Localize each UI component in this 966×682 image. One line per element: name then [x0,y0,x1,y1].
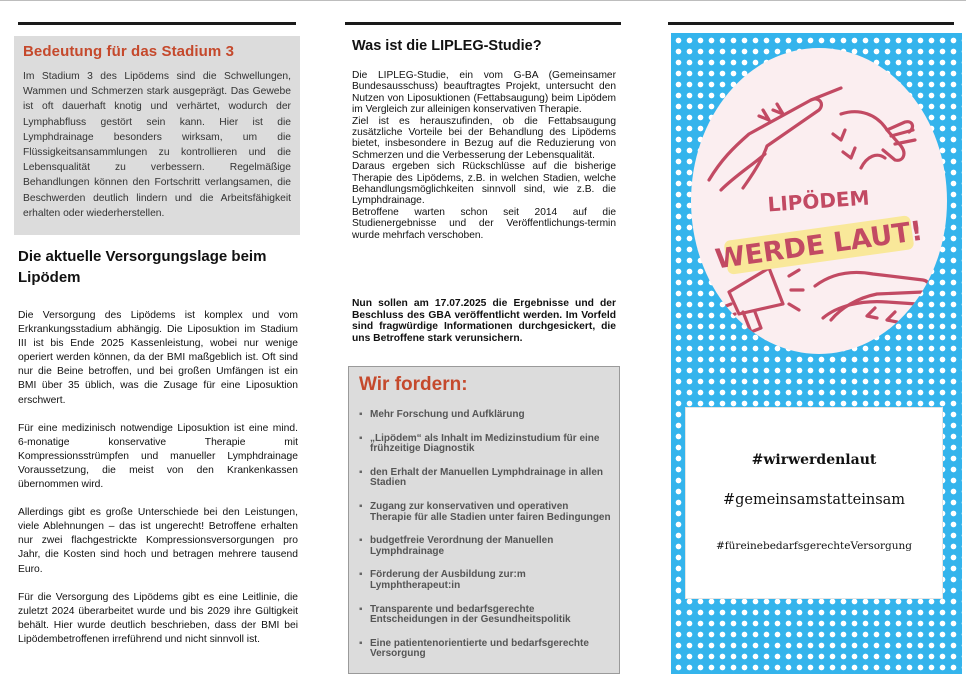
hashtag-2: #gemeinsamstatteinsam [722,492,906,508]
demand-item [359,468,611,489]
arm-hand-icon [833,112,915,168]
demand-item [359,570,611,591]
bullet-icon: ▪ [359,535,363,547]
care-paragraph: Für eine medizinisch notwendige Liposuktion ist eine mind. 6-monatige konservative Therapie mit Kompressionsstrümpfen und manueller Lymphdrainage Voraussetzung, die meist von den Krankenkassen übernommen wird. [18,422,298,491]
care-paragraph: Allerdings gibt es große Unterschiede bei den Leistungen, viele Ablehnungen – das ist ungerecht! Betroffene erhalten nur zwei flachgestrickte Kompressionsversorgungen pro Jahr, die Kosten sind hoch und betragen mehrere tausend Euro. [18,507,298,575]
stage3-text: Im Stadium 3 des Lipödems sind die Schwellungen, Wammen und Schmerzen stark ausgeprägt. Das Gewebe ist oft dauerhaft knotig und verhärtet, wodurch der Lymphabfluss gestört sein kann. Hier ist die Lymphdrainage besonders wirksam, um die Flüssigkeitsansammlungen zu kontrollieren und die Lebensqualität zu verbessern. Regelmäßige Behandlungen können den Fortschritt verlangsamen, die Beschwerden deutlich lindern und die Arbeitsfähigkeit erhalten oder wiederherstellen. [23,71,291,219]
campaign-logo-illustration [691,48,947,354]
campaign-logo-badge [691,48,947,354]
demand-item [359,536,611,557]
lipleg-paragraph: Ziel ist es herauszufinden, ob die Fettabsaugung zusätzliche Vorteile bei der Behandlung des Lipödems bietet, insbesondere in Bezug auf die Reduzierung von Schmerzen und die Verbesserung der Lebensqualität. [352,115,616,161]
stage3-heading: Bedeutung für das Stadium 3 [23,43,235,60]
care-situation-heading: Die aktuelle Versorgungslage beim Lipödem [18,248,267,286]
demand-text: Mehr Forschung und Aufklärung [370,409,525,420]
lipleg-paragraph: Die LIPLEG-Studie, ein vom G-BA (Gemeinsamer Bundesausschuss) beauftragtes Projekt, untersucht den Nutzen von Liposuktionen (Fettabsaugung) beim Lipödem im Vergleich zur alleinigen konservativen Therapie. [352,70,616,116]
legs-bottom-icon [815,273,929,327]
column3-rule [668,22,954,25]
demand-item [359,434,611,455]
demand-text: Eine patientenorientierte und bedarfsgerechte Versorgung [370,637,589,660]
hashtag-3: #füreinebedarfsgerechteVersorgung [715,540,913,552]
logo-text-block [713,185,924,275]
care-paragraph: Für die Versorgung des Lipödems gibt es eine Leitlinie, die zuletzt 2024 überarbeitet wurde und bis 2029 ihre Gültigkeit behält. Hier wurde deutlich beschrieben, dass der BMI bei Lipödembetroffenen irreführend und nicht sinnvoll ist. [18,591,298,645]
column2-rule [345,22,621,25]
demands-box [348,366,620,674]
demand-item [359,410,611,421]
demand-item [359,502,611,523]
bullet-icon: ▪ [359,603,363,615]
bullet-icon: ▪ [359,500,363,512]
logo-line-1: LIPÖDEM [766,185,871,217]
legs-top-icon [709,88,841,190]
megaphone-icon [721,268,803,332]
demand-text: den Erhalt der Manuellen Lymphdrainage in allen Stadien [370,466,604,489]
logo-line-2: WERDE LAUT! [713,215,925,276]
demand-item [359,639,611,660]
care-situation-body [18,309,298,661]
demands-list [359,410,611,660]
lipleg-heading: Was ist die LIPLEG-Studie? [352,38,542,54]
hashtag-1: #wirwerdenlaut [751,452,877,468]
lipleg-paragraph: Daraus ergeben sich Rückschlüsse auf die bisherige Therapie des Lipödems, z.B. in welchen Stadien, welche Behandlungsmöglichkeiten sinnvoll sind, wie z.B. die Lymphdrainage. [352,161,616,207]
demands-heading: Wir fordern: [359,374,468,395]
demand-item [359,605,611,626]
demand-text: Zugang zur konservativen und operativen Therapie für alle Stadien unter fairen Bedingungen [370,500,611,523]
hashtag-card [686,408,942,598]
lipleg-body [352,70,616,241]
bullet-icon: ▪ [359,466,363,478]
bullet-icon: ▪ [359,432,363,444]
demand-text: Förderung der Ausbildung zur:m Lymphtherapeut:in [370,569,526,591]
bullet-icon: ▪ [359,569,363,581]
stage3-info-box [14,36,300,235]
demand-text: Transparente und bedarfsgerechte Entscheidungen in der Gesundheitspolitik [370,603,571,626]
demand-text: budgetfreie Verordnung der Manuellen Lymphdrainage [370,535,554,557]
lipleg-announcement: Nun sollen am 17.07.2025 die Ergebnisse und der Beschluss des GBA veröffentlicht werden. Im Vorfeld sind fragwürdige Informationen durchgesickert, die uns Betroffene stark verunsichern. [352,298,616,344]
page-top-border [0,0,966,1]
care-paragraph: Die Versorgung des Lipödems ist komplex und vom Erkrankungsstadium abhängig. Die Liposuktion im Stadium III ist bis Ende 2025 Kassenleistung, wobei nur wenige operiert werden können, da der BMI maßgeblich ist. Oft sind nur die Beine betroffen, und bei großen Umfängen ist ein BMI über 35 üblich, was die Zusage für eine Liposuktion erschwert. [18,310,298,406]
bullet-icon: ▪ [359,409,363,420]
demand-text: „Lipödem“ als Inhalt im Medizinstudium für eine frühzeitige Diagnostik [370,432,600,455]
bullet-icon: ▪ [359,637,363,649]
lipleg-paragraph: Betroffene warten schon seit 2014 auf die Studienergebnisse und der Veröffentlichungs-termin wurde mehrfach verschoben. [352,206,616,241]
column1-rule [18,22,296,25]
